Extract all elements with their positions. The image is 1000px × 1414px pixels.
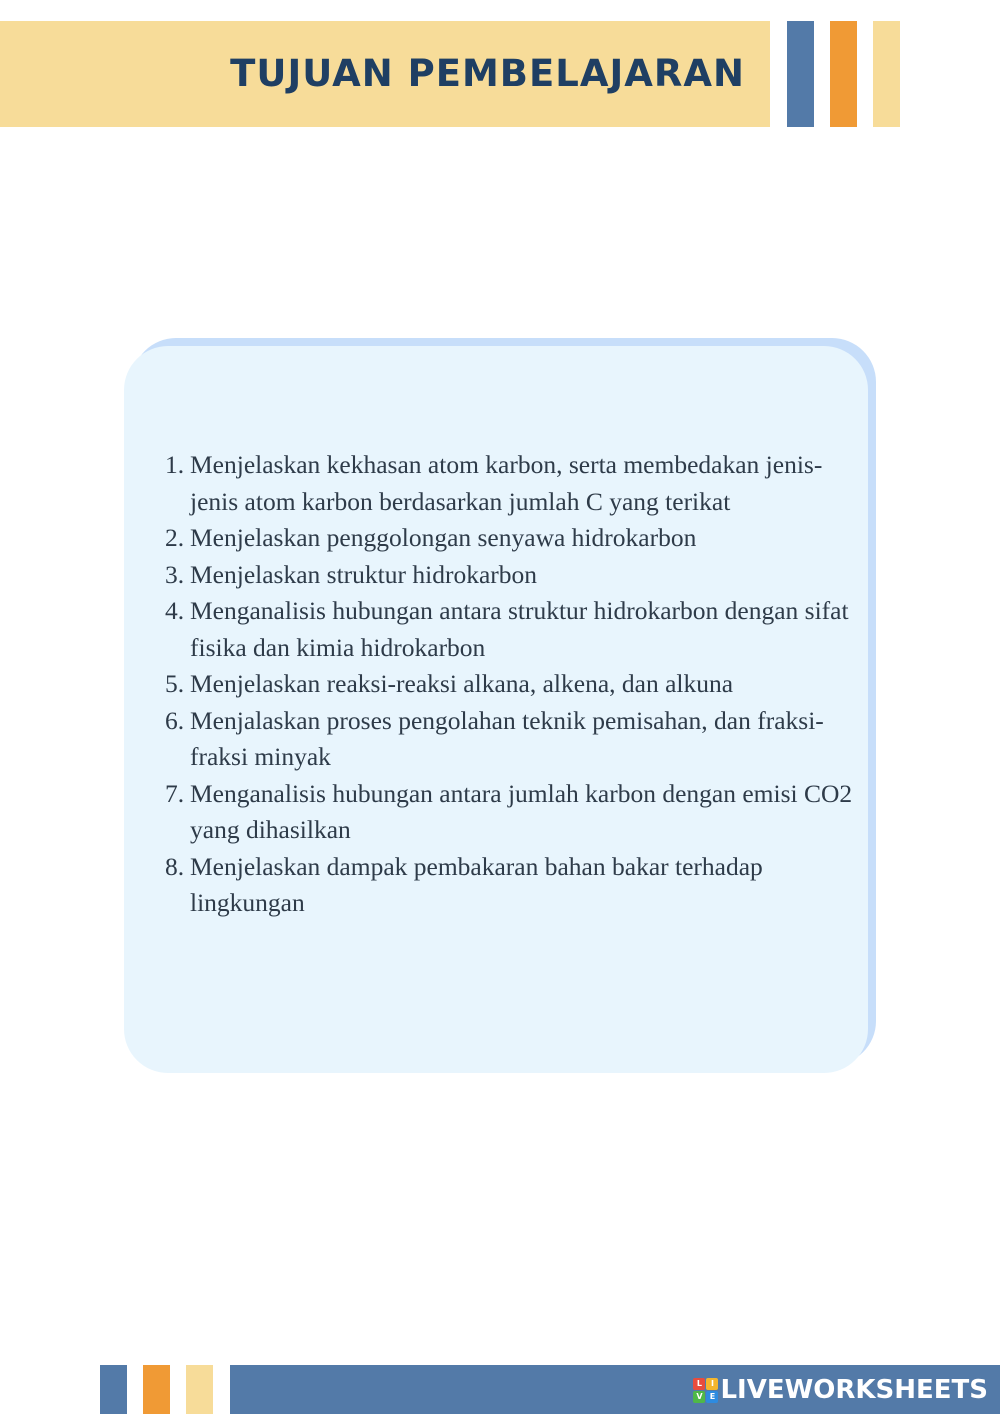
objective-number: 2.: [165, 523, 185, 552]
objective-number: 1.: [165, 450, 185, 479]
objective-text: Menjelaskan kekhasan atom karbon, serta membedakan jenis-jenis atom karbon berdasarkan jumlah C yang terikat: [190, 450, 823, 516]
objective-text: Menganalisis hubungan antara jumlah karbon dengan emisi CO2 yang dihasilkan: [190, 778, 853, 844]
objective-number: 5.: [165, 669, 185, 698]
page-title: TUJUAN PEMBELAJARAN: [230, 52, 745, 95]
logo-letter: E: [706, 1391, 718, 1403]
objective-text: Menjelaskan reaksi-reaksi alkana, alkena, dan alkuna: [190, 669, 734, 698]
objective-text: Menganalisis hubungan antara struktur hidrokarbon dengan sifat fisika dan kimia hidrokarbon: [190, 596, 849, 662]
objective-number: 6.: [165, 705, 185, 735]
objective-number: 7.: [165, 778, 185, 808]
footer-stripe-yellow: [186, 1365, 213, 1414]
objective-item: [165, 520, 865, 557]
liveworksheets-logo-icon: [693, 1378, 718, 1403]
objective-text: Menjelaskan penggolongan senyawa hidrokarbon: [190, 523, 697, 552]
objective-text: Menjalaskan proses pengolahan teknik pemisahan, dan fraksi-fraksi minyak: [190, 705, 824, 771]
objective-item: [165, 776, 865, 849]
header-stripe-blue: [787, 21, 814, 127]
footer-stripe-orange: [143, 1365, 170, 1414]
objective-number: 3.: [165, 559, 185, 589]
objective-item: [165, 849, 865, 922]
liveworksheets-brand: [693, 1372, 988, 1408]
logo-letter: I: [706, 1378, 718, 1390]
logo-letter: V: [693, 1391, 705, 1403]
header-band: [0, 21, 770, 127]
objective-item: [165, 447, 865, 520]
objective-number: 4.: [165, 596, 185, 625]
objective-item: [165, 593, 865, 666]
header-stripe-orange: [830, 21, 857, 127]
logo-letter: L: [693, 1378, 705, 1390]
objective-item: [165, 666, 865, 703]
objective-text: Menjelaskan dampak pembakaran bahan bakar terhadap lingkungan: [190, 851, 763, 917]
objective-item: [165, 703, 865, 776]
objective-number: 8.: [165, 851, 185, 881]
brand-name: LIVEWORKSHEETS: [720, 1375, 988, 1405]
header-stripe-yellow: [873, 21, 900, 127]
objectives-list: [165, 447, 865, 922]
objective-item: [165, 557, 865, 594]
objective-text: Menjelaskan struktur hidrokarbon: [190, 559, 538, 589]
footer-stripe-blue: [100, 1365, 127, 1414]
